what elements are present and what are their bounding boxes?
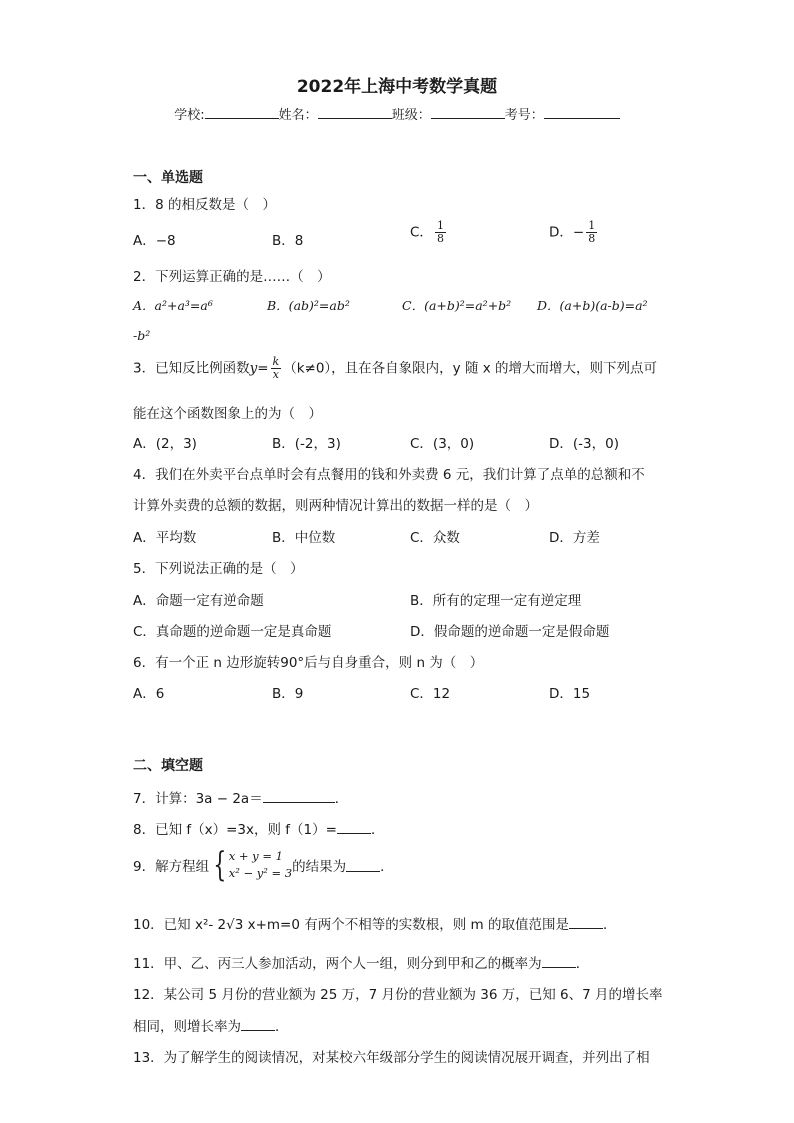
q3-option-b: B．(-2，3) — [272, 436, 341, 452]
q1-option-c: C． $\frac{1}{8}$ — [410, 219, 444, 245]
q12-answer-blank[interactable] — [241, 1018, 275, 1031]
question-13: 13．为了解学生的阅读情况，对某校六年级部分学生的阅读情况展开调查，并列出了相 — [133, 1050, 650, 1066]
page-title: 2022年上海中考数学真题 — [296, 77, 498, 97]
q4-option-d: D．方差 — [549, 530, 600, 546]
section-single-choice-title: 一、单选题 — [133, 170, 203, 186]
q6-option-d: D．15 — [549, 686, 591, 702]
question-11: 11．甲、乙、丙三人参加活动，两个人一组，则分到甲和乙的概率为 ． — [133, 956, 590, 972]
q2-option-c: C．(a+b)²=a²+b² — [402, 298, 512, 313]
q6-option-b: B．9 — [272, 686, 304, 702]
question-9: 9．解方程组 { x + y = 1 x² − y² = 3 的结果为 ． — [133, 845, 394, 885]
class-label: 班级： — [391, 108, 431, 123]
q6-option-a: A．6 — [133, 686, 165, 702]
id-blank[interactable] — [544, 105, 620, 119]
q7-answer-blank[interactable] — [263, 790, 335, 803]
q3-fraction: $\frac{k}{x}$ — [272, 355, 280, 381]
student-info-line — [0, 104, 794, 123]
q1-c-fraction: $\frac{1}{8}$ — [436, 219, 444, 245]
question-7: 7．计算：3a − 2a＝ ． — [133, 791, 349, 807]
q1-d-fraction: $\frac{1}{8}$ — [588, 219, 596, 245]
q5-option-c: C．真命题的逆命题一定是真命题 — [133, 624, 332, 640]
q10-answer-blank[interactable] — [569, 916, 603, 929]
q2-option-d-continued: -b² — [133, 328, 151, 343]
question-1: 1．8 的相反数是（ ） — [133, 197, 276, 213]
school-label: 学校: — [174, 108, 205, 123]
question-6: 6．有一个正 n 边形旋转90°后与自身重合，则 n 为（ ） — [133, 655, 484, 671]
q2-option-b: B．(ab)²=ab² — [267, 298, 350, 313]
name-label: 姓名： — [278, 108, 318, 123]
question-12-line-2: 相同，则增长率为 ． — [133, 1019, 289, 1035]
question-10: 10．已知 x²- 2√3 x+m=0 有两个不相等的实数根，则 m 的取值范围是 ． — [133, 917, 617, 933]
q4-option-b: B．中位数 — [272, 530, 336, 546]
name-blank[interactable] — [318, 105, 392, 119]
question-3-line-2: 能在这个函数图象上的为（ ） — [133, 406, 322, 422]
q1-option-b: B．8 — [272, 233, 304, 249]
class-blank[interactable] — [431, 105, 505, 119]
q3-option-c: C．(3，0) — [410, 436, 475, 452]
q4-option-a: A．平均数 — [133, 530, 197, 546]
q1-option-d: D．− $\frac{1}{8}$ — [549, 219, 596, 245]
section-fill-blank-title: 二、填空题 — [133, 758, 203, 774]
q1-option-a: A．−8 — [133, 233, 176, 249]
q11-answer-blank[interactable] — [542, 955, 576, 968]
question-4: 4．我们在外卖平台点单时会有点餐用的钱和外卖费 6 元，我们计算了点单的总额和不 — [133, 467, 645, 483]
q5-option-b: B．所有的定理一定有逆定理 — [410, 593, 582, 609]
q6-option-c: C．12 — [410, 686, 451, 702]
q2-option-d: D．(a+b)(a-b)=a² — [537, 298, 648, 313]
question-4-line-2: 计算外卖费的总额的数据，则两种情况计算出的数据一样的是（ ） — [133, 498, 538, 514]
q9-equation-system: { x + y = 1 x² − y² = 3 — [213, 845, 293, 885]
question-2: 2．下列运算正确的是……（ ） — [133, 269, 331, 285]
question-5: 5．下列说法正确的是（ ） — [133, 561, 304, 577]
q4-option-c: C．众数 — [410, 530, 460, 546]
q5-option-a: A．命题一定有逆命题 — [133, 593, 264, 609]
id-label: 考号： — [504, 108, 544, 123]
q5-option-d: D．假命题的逆命题一定是假命题 — [410, 624, 610, 640]
school-blank[interactable] — [205, 105, 279, 119]
question-8: 8．已知 f（x）=3x，则 f（1）= ． — [133, 822, 385, 838]
q2-option-a: A．a²+a³=a⁶ — [133, 298, 213, 313]
q3-option-a: A．(2，3) — [133, 436, 197, 452]
question-12: 12．某公司 5 月份的营业额为 25 万，7 月份的营业额为 36 万，已知 6、7 月的增长率 — [133, 987, 663, 1003]
q3-option-d: D．(-3，0) — [549, 436, 619, 452]
q8-answer-blank[interactable] — [337, 821, 371, 834]
question-3: 3．已知反比例函数y= $\frac{k}{x}$ （k≠0），且在各自象限内，y 随 x 的增大而增大，则下列点可 — [133, 355, 658, 381]
q9-answer-blank[interactable] — [346, 859, 380, 872]
